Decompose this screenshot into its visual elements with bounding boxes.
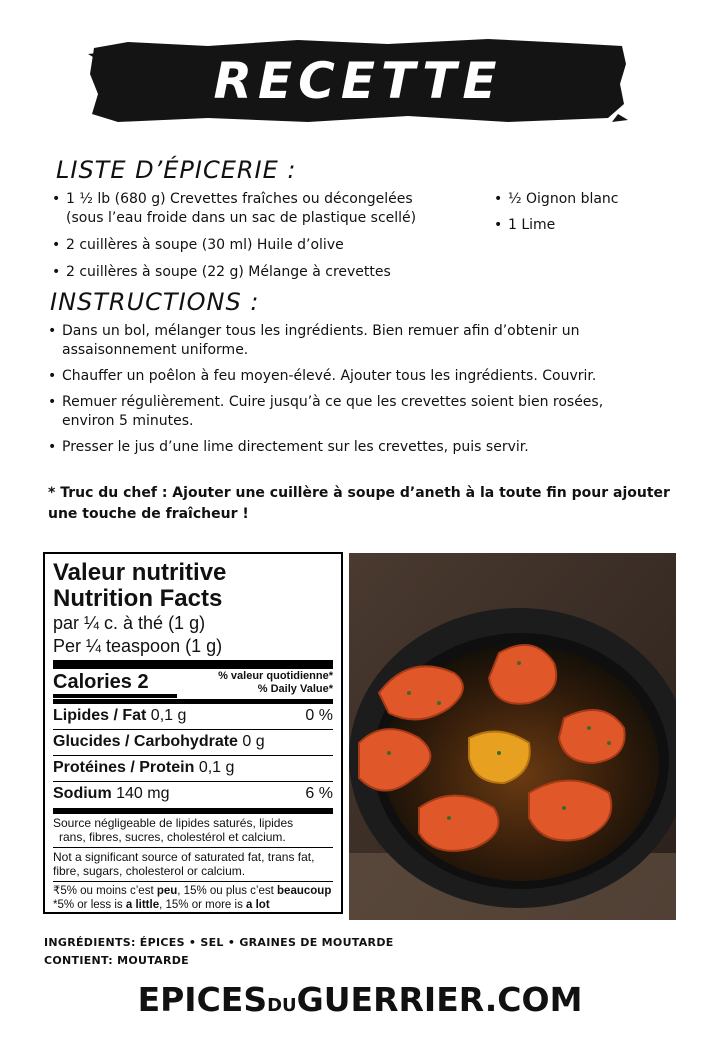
nutrition-title-en: Nutrition Facts [53,585,223,612]
divider [53,660,333,669]
nutrient-row-fat: Lipides / Fat 0,1 g 0 % [53,707,333,724]
list-item: • Dans un bol, mélanger tous les ingrédients. Bien remuer afin d’obtenir un assaisonnement uniforme. [48,322,678,360]
page-title: RECETTE [213,52,503,110]
brand-url: EPICESDUGUERRIER.COM [137,980,583,1019]
list-item: • Presser le jus d’une lime directement sur les crevettes, puis servir. [48,438,678,457]
grocery-list-left [52,190,472,282]
list-item: • Remuer régulièrement. Cuire jusqu’à ce que les crevettes soient bien rosées, environ 5 minutes. [48,393,678,431]
title-banner [88,34,628,126]
grocery-heading: LISTE D’ÉPICERIE : [56,156,297,184]
instructions-heading: INSTRUCTIONS : [50,288,260,316]
list-item: • Chauffer un poêlon à feu moyen-élevé. Ajouter tous les ingrédients. Couvrir. [48,367,678,386]
list-item: • 2 cuillères à soupe (30 ml) Huile d’olive [52,236,472,255]
shrimp-pan-photo [349,553,676,920]
ingredients-line: INGRÉDIENTS: ÉPICES • SEL • GRAINES DE MOUTARDE [44,936,394,949]
negligible-note-fr: Source négligeable de lipides saturés, lipides rans, fibres, sucres, cholestérol et calcium. [53,816,294,844]
negligible-note-en: Not a significant source of saturated fat, trans fat, fibre, sugars, cholesterol or calcium. [53,850,315,878]
calories-underline [53,694,177,698]
serving-size-en: Per ¼ teaspoon (1 g) [53,636,223,656]
contains-line: CONTIENT: MOUTARDE [44,954,189,967]
calories-row [53,669,333,699]
nutrient-row-carbohydrate: Glucides / Carbohydrate 0 g [53,733,265,750]
list-item: • 1 Lime [494,216,674,235]
daily-value-footnote: ₹5% ou moins c’est peu, 15% ou plus c’est beaucoup *5% or less is a little, 15% or more is a lot [53,885,332,911]
nutrient-row-protein: Protéines / Protein 0,1 g [53,759,235,776]
serving-size-fr: par ¼ c. à thé (1 g) [53,613,206,633]
nutrition-title-fr: Valeur nutritive [53,559,227,586]
daily-value-header: % valeur quotidienne* % Daily Value* [218,670,333,695]
instructions-list [48,322,678,457]
ingredients-block [44,934,394,970]
grocery-list-right [494,190,674,235]
list-item: • ½ Oignon blanc [494,190,674,209]
calories-label: Calories 2 [53,671,149,693]
list-item: • 2 cuillères à soupe (22 g) Mélange à crevettes [52,263,472,282]
nutrition-facts-table [43,552,343,914]
list-item: • 1 ½ lb (680 g) Crevettes fraîches ou décongelées (sous l’eau froide dans un sac de plastique scellé) [52,190,472,228]
nutrient-row-sodium: Sodium 140 mg 6 % [53,785,333,802]
chef-tip: * Truc du chef : Ajouter une cuillère à soupe d’aneth à la toute fin pour ajouter une touche de fraîcheur ! [48,485,670,522]
